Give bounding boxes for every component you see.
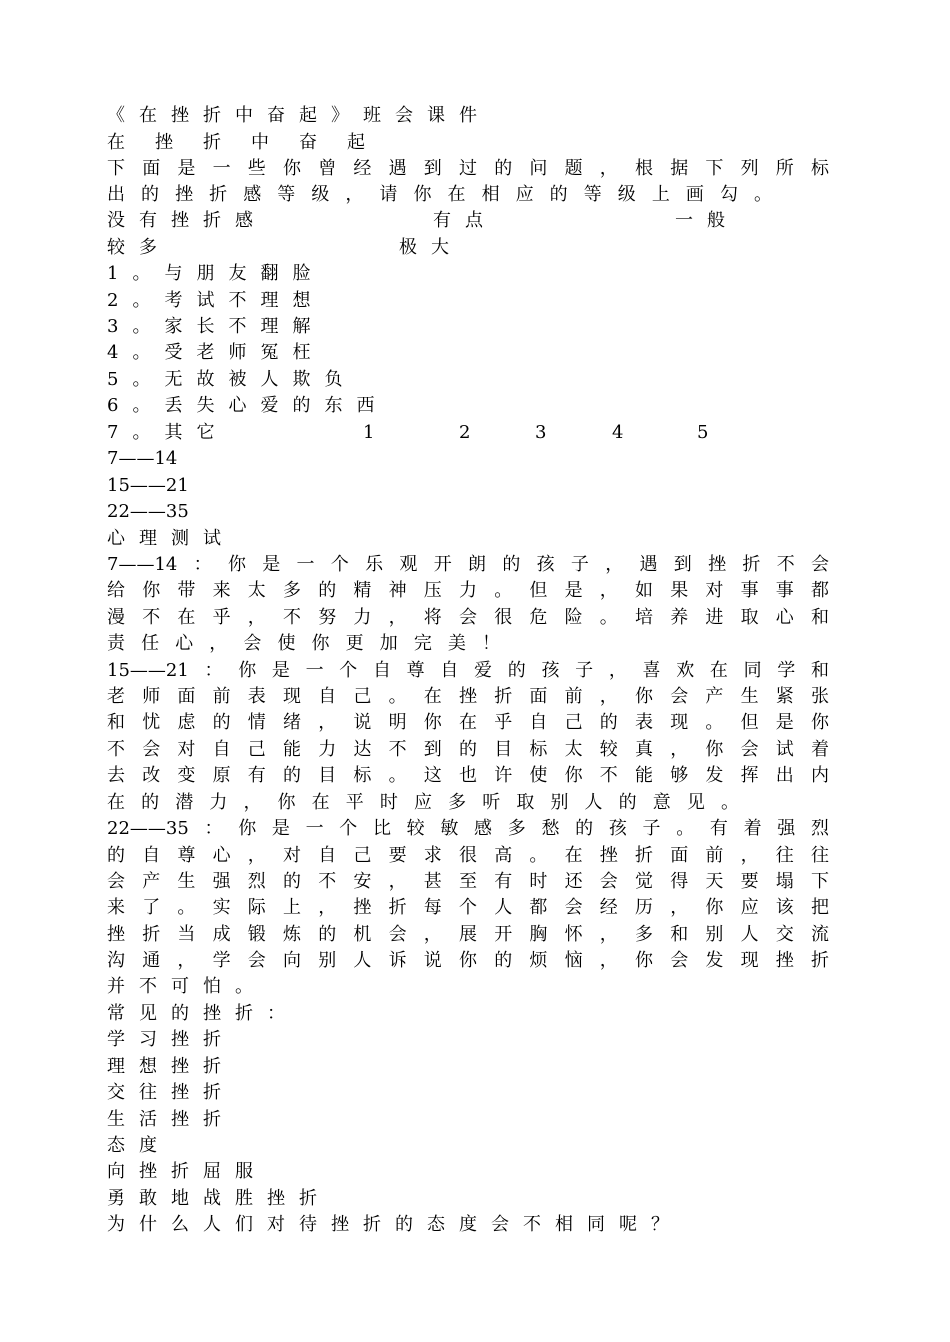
scale-number: 3 — [535, 422, 547, 443]
scale-number: 4 — [612, 422, 624, 443]
common-item: 学习挫折 — [107, 1029, 235, 1050]
result-line: 和忧虑的情绪，说明你在乎自己的表现。但是你 — [107, 712, 829, 733]
question-item: 7。其它 — [107, 422, 229, 443]
result-line: 漫不在乎，不努力，将会很危险。培养进取心和 — [107, 607, 829, 628]
result-line: 并不可怕。 — [107, 976, 267, 997]
common-item: 交往挫折 — [107, 1082, 235, 1103]
level-label: 有点 — [433, 210, 497, 231]
level-label: 较多 — [107, 237, 171, 258]
result-line: 22——35：你是一个比较敏感多愁的孩子。有着强烈 — [107, 818, 829, 839]
intro-line: 出的挫折感等级，请你在相应的等级上画勾。 — [107, 184, 772, 205]
result-line: 去改变原有的目标。这也许使你不能够发挥出内 — [107, 765, 829, 786]
score-range: 7——14 — [107, 448, 178, 469]
score-range: 15——21 — [107, 475, 189, 496]
question-item: 3。家长不理解 — [107, 316, 325, 337]
common-heading: 常见的挫折： — [107, 1003, 299, 1024]
result-line: 来了。实际上，挫折每个人都会经历，你应该把 — [107, 897, 829, 918]
question-item-with-scale — [107, 420, 829, 446]
test-heading: 心理测试 — [107, 528, 235, 549]
scale-number: 2 — [459, 422, 471, 443]
question-item: 5。无故被人欺负 — [107, 369, 357, 390]
result-line: 在的潜力，你在平时应多听取别人的意见。 — [107, 792, 739, 813]
result-line: 不会对自己能力达不到的目标太较真，你会试着 — [107, 739, 829, 760]
level-label: 没有挫折感 — [107, 210, 267, 231]
result-line: 沟通，学会向别人诉说你的烦恼，你会发现挫折 — [107, 950, 829, 971]
intro-line: 下面是一些你曾经遇到过的问题，根据下列所标 — [107, 158, 829, 179]
result-line: 挫折当成锻炼的机会，展开胸怀，多和别人交流 — [107, 924, 829, 945]
common-item: 理想挫折 — [107, 1056, 235, 1077]
document-title: 《在挫折中奋起》班会课件 — [107, 105, 491, 126]
question-item: 6。丢失心爱的东西 — [107, 395, 389, 416]
result-line: 给你带来太多的精神压力。但是，如果对事事都 — [107, 580, 829, 601]
attitude-heading: 态度 — [107, 1135, 171, 1156]
result-line: 的自尊心，对自己要求很高。在挫折面前，往往 — [107, 845, 829, 866]
question-item: 1。与朋友翻脸 — [107, 263, 325, 284]
question-item: 4。受老师冤枉 — [107, 342, 325, 363]
closing-question: 为什么人们对待挫折的态度会不相同呢？ — [107, 1214, 683, 1235]
result-line: 责任心，会使你更加完美！ — [107, 633, 500, 654]
question-item: 2。考试不理想 — [107, 290, 325, 311]
document-subtitle: 在挫折中奋起 — [107, 132, 395, 153]
result-line: 7——14：你是一个乐观开朗的孩子，遇到挫折不会 — [107, 554, 829, 575]
level-label: 一般 — [675, 210, 739, 231]
scale-number: 5 — [697, 422, 709, 443]
score-range: 22——35 — [107, 501, 189, 522]
level-row — [107, 208, 829, 234]
attitude-item: 勇敢地战胜挫折 — [107, 1188, 331, 1209]
level-label: 极大 — [399, 237, 463, 258]
result-line: 会产生强烈的不安，甚至有时还会觉得天要塌下 — [107, 871, 829, 892]
level-row — [107, 235, 829, 261]
attitude-item: 向挫折屈服 — [107, 1161, 267, 1182]
scale-number: 1 — [363, 422, 375, 443]
result-line: 15——21：你是一个自尊自爱的孩子，喜欢在同学和 — [107, 660, 829, 681]
result-line: 老师面前表现自己。在挫折面前，你会产生紧张 — [107, 686, 829, 707]
common-item: 生活挫折 — [107, 1109, 235, 1130]
